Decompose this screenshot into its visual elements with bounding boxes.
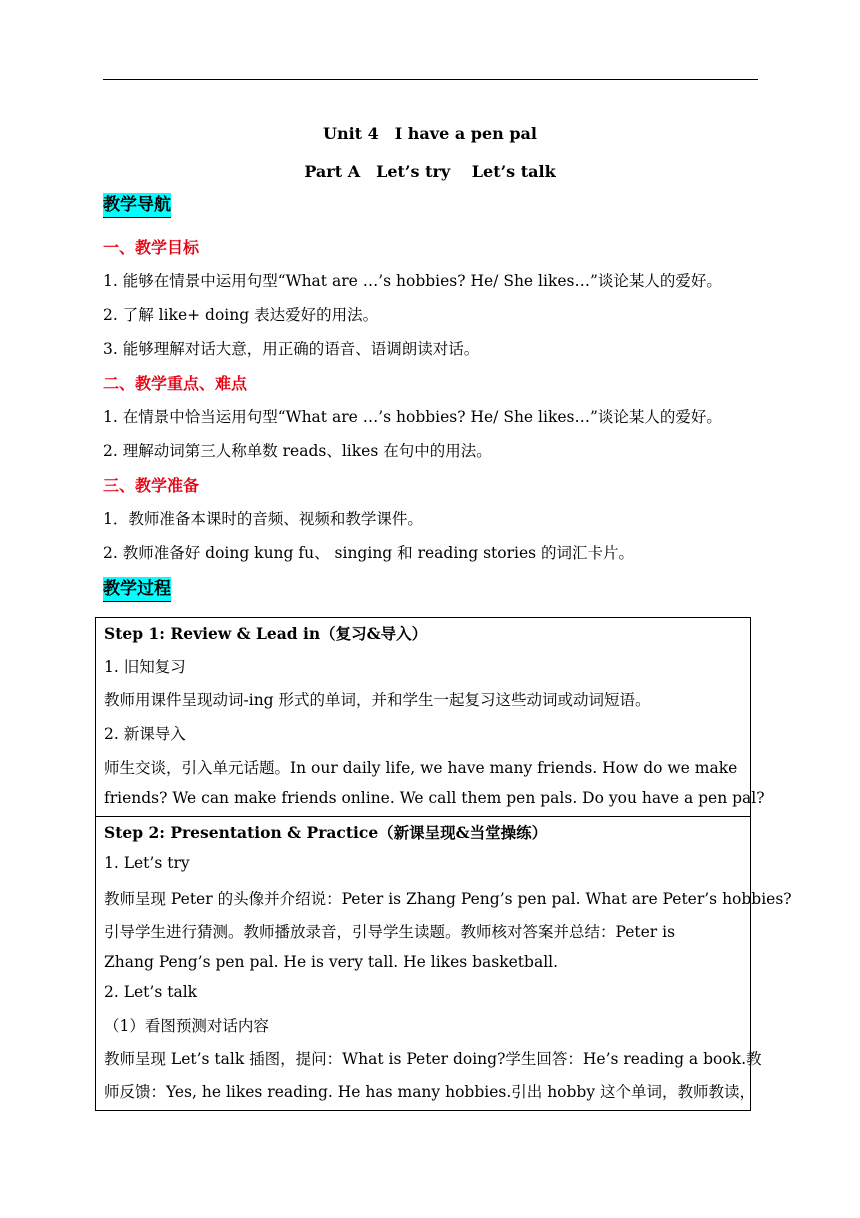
step-line: friends? We can make friends online. We call them pen pals. Do you have a pen pal? (104, 789, 765, 807)
goal-item: 3. 能够理解对话大意，用正确的语音、语调朗读对话。 (103, 340, 480, 358)
step-line: 1. Let’s try (104, 854, 190, 872)
step-1-title: Step 1: Review & Lead in（复习&导入） (104, 624, 428, 643)
step-line: 引导学生进行猜测。教师播放录音，引导学生读题。教师核对答案并总结：Peter is (104, 923, 676, 941)
step-2-cell (95, 816, 792, 1111)
process-heading: 教学过程 (103, 577, 171, 602)
nav-heading: 教学导航 (103, 193, 171, 218)
step-line: 2. 新课导入 (104, 725, 186, 743)
preparation-item: 2. 教师准备好 doing kung fu、 singing 和 reading stories 的词汇卡片。 (103, 544, 635, 562)
goal-item: 2. 了解 like+ doing 表达爱好的用法。 (103, 306, 379, 324)
section-heading-goals: 一、教学目标 (103, 238, 200, 257)
keypoint-item: 1. 在情景中恰当运用句型“What are …’s hobbies? He/ She likes…”谈论某人的爱好。 (103, 408, 722, 426)
step-line: 教师呈现 Let’s talk 插图，提问：What is Peter doing?学生回答：He’s reading a book.教 (104, 1050, 762, 1068)
step-line: 教师呈现 Peter 的头像并介绍说：Peter is Zhang Peng’s pen pal. What are Peter’s hobbies? (104, 890, 792, 908)
section-heading-preparation: 三、教学准备 (103, 476, 200, 495)
step-line: 师生交谈，引入单元话题。In our daily life, we have many friends. How do we make (104, 759, 738, 777)
unit-title: Unit 4 I have a pen pal (322, 124, 537, 143)
step-line: （1）看图预测对话内容 (104, 1017, 269, 1035)
step-1-cell (95, 617, 765, 817)
step-line: 教师用课件呈现动词-ing 形式的单词，并和学生一起复习这些动词或动词短语。 (104, 691, 651, 709)
step-2-title: Step 2: Presentation & Practice（新课呈现&当堂操练） (104, 823, 548, 842)
section-heading-keypoints: 二、教学重点、难点 (103, 374, 248, 393)
preparation-item: 1．教师准备本课时的音频、视频和教学课件。 (103, 510, 423, 528)
step-line: 师反馈：Yes, he likes reading. He has many hobbies.引出 hobby 这个单词，教师教读， (104, 1083, 756, 1101)
step-line: 1. 旧知复习 (104, 658, 186, 676)
goal-item: 1. 能够在情景中运用句型“What are …’s hobbies? He/ She likes…”谈论某人的爱好。 (103, 272, 722, 290)
step-line: 2. Let’s talk (104, 983, 198, 1001)
header-rule (103, 79, 758, 80)
part-title: Part A Let’s try Let’s talk (304, 162, 556, 181)
keypoint-item: 2. 理解动词第三人称单数 reads、likes 在句中的用法。 (103, 442, 492, 460)
step-line: Zhang Peng’s pen pal. He is very tall. He likes basketball. (104, 953, 559, 971)
